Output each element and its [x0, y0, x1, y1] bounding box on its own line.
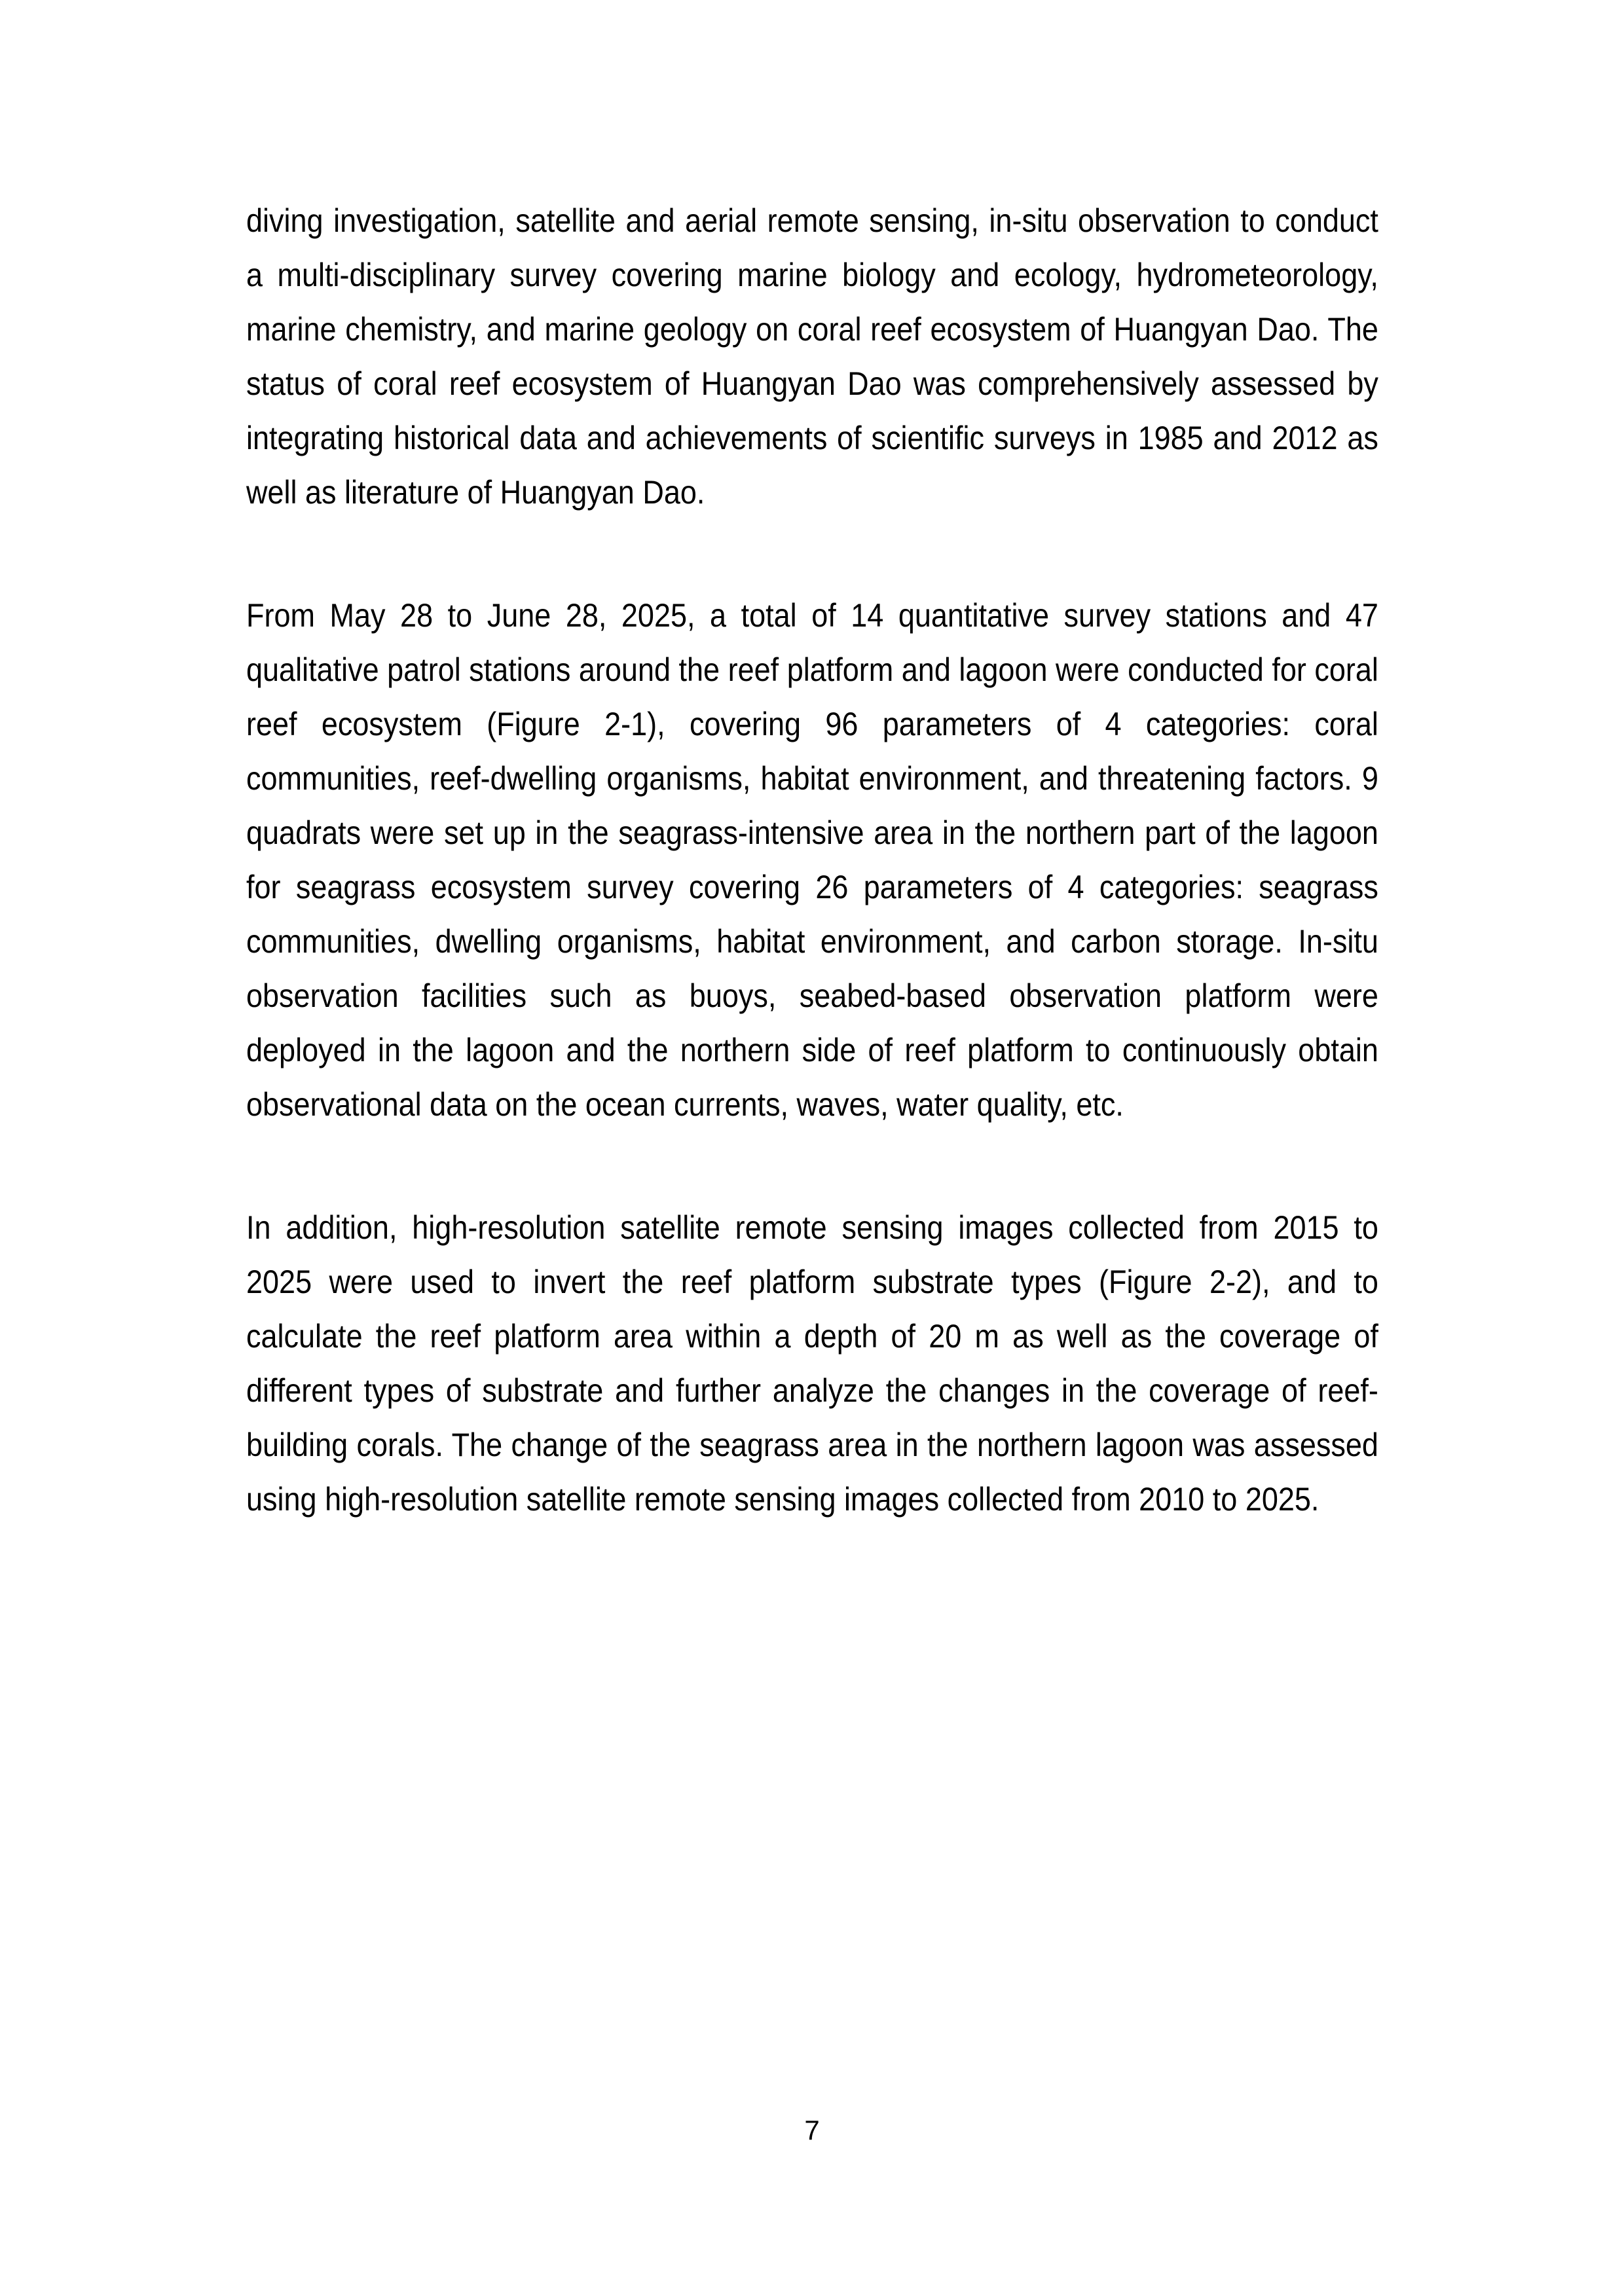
body-paragraph-3: In addition, high-resolution satellite remote sensing images collected from 2015 to 2025 were used to invert the reef platform substrate types (Figure 2-2), and to calculate the reef platform area within a depth of 20 m as well as the coverage of different types of substrate and further analyze the changes in the coverage of reef-building corals. The change of the seagrass area in the northern lagoon was assessed using high-resolution satellite remote sensing images collected from 2010 to 2025. — [246, 1209, 1378, 1518]
body-paragraph-2: From May 28 to June 28, 2025, a total of 14 quantitative survey stations and 47 qualitative patrol stations around the reef platform and lagoon were conducted for coral reef ecosystem (Figure 2-1), covering 96 parameters of 4 categories: coral communities, reef-dwelling organisms, habitat environment, and threatening factors. 9 quadrats were set up in the seagrass-intensive area in the northern part of the lagoon for seagrass ecosystem survey covering 26 parameters of 4 categories: seagrass communities, dwelling organisms, habitat environment, and carbon storage. In-situ observation facilities such as buoys, seabed-based observation platform were deployed in the lagoon and the northern side of reef platform to continuously obtain observational data on the ocean currents, waves, water quality, etc. — [246, 597, 1378, 1123]
text-block — [246, 194, 1378, 1527]
body-paragraph-1: diving investigation, satellite and aerial remote sensing, in-situ observation to conduct a multi-disciplinary survey covering marine biology and ecology, hydrometeorology, marine chemistry, and marine geology on coral reef ecosystem of Huangyan Dao. The status of coral reef ecosystem of Huangyan Dao was comprehensively assessed by integrating historical data and achievements of scientific surveys in 1985 and 2012 as well as literature of Huangyan Dao. — [246, 202, 1378, 511]
page-number: 7 — [804, 2115, 820, 2145]
page-footer — [0, 2117, 1624, 2144]
